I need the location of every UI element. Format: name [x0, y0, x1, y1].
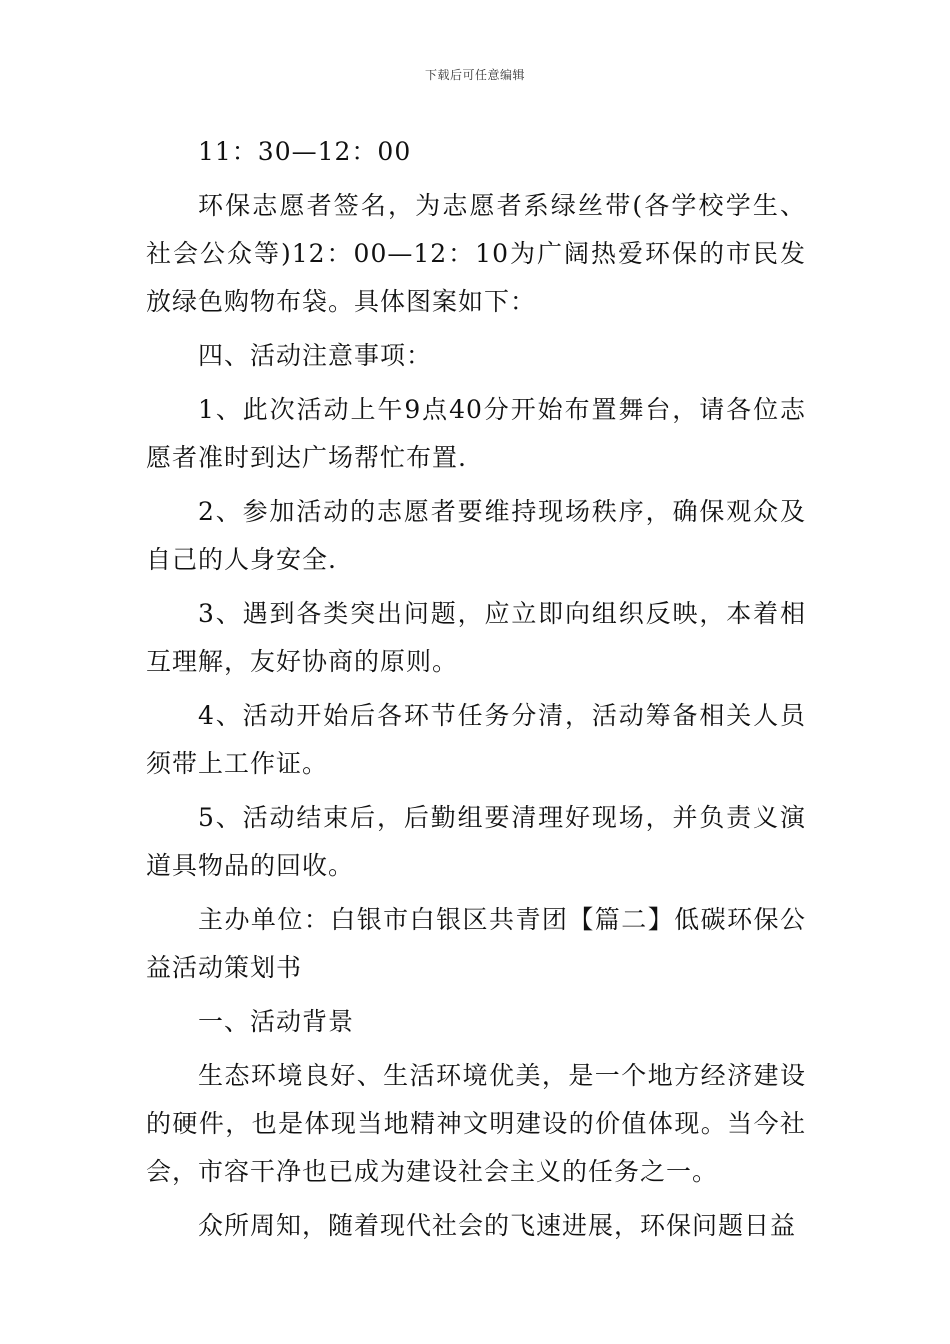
paragraph-section-background-heading: 一、活动背景 [198, 1007, 355, 1036]
document-body [146, 128, 806, 1256]
paragraph-volunteer-signing: 环保志愿者签名，为志愿者系绿丝带(各学校学生、社会公众等)12：00—12：10为广阔热爱环保的市民发放绿色购物布袋。具体图案如下： [146, 191, 806, 316]
paragraph-section-notes-heading: 四、活动注意事项： [198, 341, 433, 370]
paragraph-note-3: 3、遇到各类突出问题，应立即向组织反映，本着相互理解，友好协商的原则。 [146, 599, 806, 676]
paragraph-background-1: 生态环境良好、生活环境优美，是一个地方经济建设的硬件，也是体现当地精神文明建设的价值体现。当今社会，市容干净也已成为建设社会主义的任务之一。 [146, 1061, 806, 1186]
paragraph-time-slot: 11：30—12：00 [198, 137, 412, 166]
paragraph-background-2: 众所周知，随着现代社会的飞速进展，环保问题日益 [198, 1211, 797, 1240]
paragraph-note-2: 2、参加活动的志愿者要维持现场秩序，确保观众及自己的人身安全. [146, 497, 806, 574]
paragraph-organizer: 主办单位：白银市白银区共青团【篇二】低碳环保公益活动策划书 [146, 905, 806, 982]
paragraph-note-4: 4、活动开始后各环节任务分清，活动筹备相关人员须带上工作证。 [146, 701, 806, 778]
paragraph-note-5: 5、活动结束后，后勤组要清理好现场，并负责义演道具物品的回收。 [146, 803, 806, 880]
paragraph-note-1: 1、此次活动上午9点40分开始布置舞台，请各位志愿者准时到达广场帮忙布置. [146, 395, 806, 472]
page-header: 下载后可任意编辑 [424, 68, 525, 82]
